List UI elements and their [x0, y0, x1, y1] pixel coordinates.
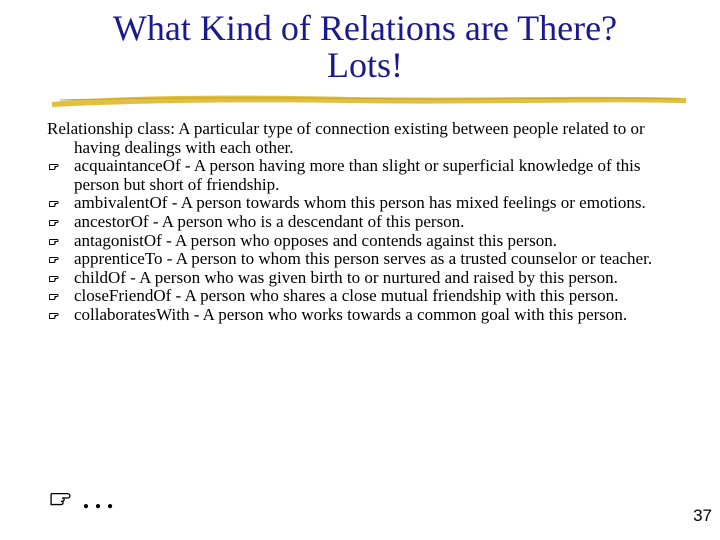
slide-body — [47, 120, 667, 325]
list-item-text: childOf - A person who was given birth to or nurtured and raised by this person. — [74, 267, 618, 287]
list-item-text: collaboratesWith - A person who works towards a common goal with this person. — [74, 304, 628, 324]
pointing-hand-icon — [49, 162, 60, 171]
pointing-hand-icon — [49, 274, 60, 283]
list-item — [47, 157, 667, 194]
list-item — [47, 213, 667, 232]
title-line-2: Lots! — [327, 45, 403, 85]
pointing-hand-icon — [49, 218, 60, 227]
list-item-text: ambivalentOf - A person towards whom this person has mixed feelings or emotions. — [74, 193, 646, 213]
pointing-hand-icon — [49, 199, 60, 208]
list-item — [47, 269, 667, 288]
list-item — [47, 194, 667, 213]
list-item-text: antagonistOf - A person who opposes and contends against this person. — [74, 230, 558, 250]
ellipsis-text: … — [80, 476, 118, 516]
list-item-text: apprenticeTo - A person to whom this person serves as a trusted counselor or teacher. — [74, 249, 653, 269]
slide-title — [20, 10, 710, 84]
pointing-hand-icon — [49, 255, 60, 264]
list-item-text: closeFriendOf - A person who shares a close mutual friendship with this person. — [74, 286, 619, 306]
pointing-hand-icon — [49, 311, 60, 320]
list-item-text: acquaintanceOf - A person having more than slight or superficial knowledge of this person but short of friendship. — [74, 156, 641, 194]
list-item-text: ancestorOf - A person who is a descendant of this person. — [74, 211, 465, 231]
list-item — [47, 250, 667, 269]
intro-text: Relationship class: A particular type of connection existing between people related to or having dealings with each other. — [47, 119, 645, 157]
relation-list — [47, 157, 667, 324]
list-item — [47, 232, 667, 251]
pointing-hand-icon — [49, 292, 60, 301]
list-item — [47, 306, 667, 325]
pointing-hand-icon — [50, 488, 74, 508]
title-underline-brushstroke — [50, 88, 690, 112]
page-number: 37 — [693, 506, 712, 525]
title-line-1: What Kind of Relations are There? — [112, 8, 618, 48]
list-item — [47, 287, 667, 306]
pointing-hand-icon — [49, 237, 60, 246]
